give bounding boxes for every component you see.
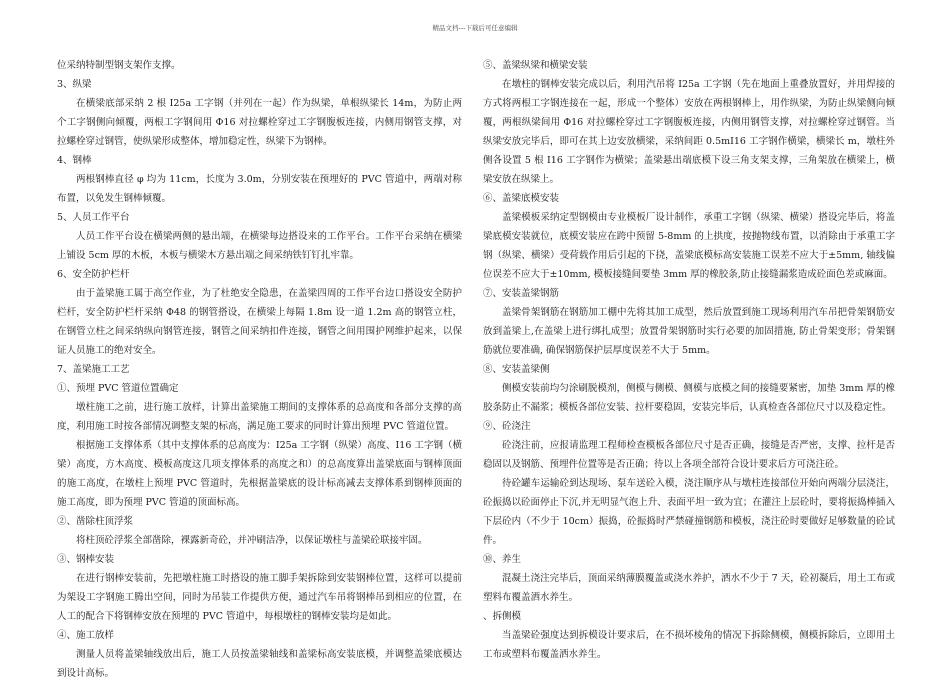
section-heading: ③、钢棒安装: [57, 554, 115, 565]
paragraph: 当盖梁砼强度达到拆模设计要求后，在不损坏棱角的情况下拆除侧模，侧模拆除后，立即用土工布或塑料布覆盖洒水养生。: [483, 630, 895, 660]
section-heading: ①、预埋 PVC 管道位置确定: [57, 383, 179, 394]
section-heading: 位采纳特制型钢支架作支撑。: [57, 60, 181, 71]
section-heading: 6、安全防护栏杆: [57, 269, 130, 280]
section-heading: 、拆侧模: [483, 611, 522, 622]
paragraph: 混凝土浇注完毕后，顶面采纳薄膜覆盖或浇水养护，洒水不少于 7 天，砼初凝后，用土工布或塑料布覆盖洒水养生。: [483, 573, 895, 603]
paragraph: 人员工作平台设在横梁两侧的悬出端，在横梁每边搭设来的工作平台。工作平台采纳在横梁上铺设 5cm 厚的木板，木板与横梁木方悬出端之间采纳铁钉钉扎牢靠。: [57, 231, 462, 261]
section-heading: 7、盖梁施工工艺: [57, 364, 130, 375]
section-heading: ④、施工放样: [57, 630, 115, 641]
paragraph: 测量人员将盖梁轴线放出后，施工人员按盖梁轴线和盖梁标高安装底模，并调整盖梁底模达到设计高标。: [57, 649, 462, 679]
paragraph: 盖梁模板采纳定型钢模由专业模板厂设计制作，承重工字钢（纵梁、横梁）搭设完毕后，将盖梁底模安装就位，底模安装应在跨中预留 5-8mm 的上拱度，按抛物线布置，以消除由于承重工字钢（纵梁、横梁）受荷载作用后引起的下挠，盖梁底模标高安装施工误差不应大于±5mm, 轴线偏位误差不应大于±10mm, 模板接缝间要垫 3mm 厚的橡胶条,防止接缝漏浆造成砼面色差或麻面。: [483, 212, 895, 280]
paragraph: 待砼罐车运输砼到达现场、泵车送砼入模，浇注顺序从与墩柱连接部位开始向两端分层浇注，砼振捣以砼面停止下沉,并无明显气泡上升、表面平坦一致为宜；在灌注上层砼时，要将振捣棒插入下层砼内（不少于 10cm）振捣，砼振捣时严禁碰撞钢筋和模板，浇注砼时要做好足够数量的砼试件。: [483, 478, 895, 546]
left-column: [57, 56, 462, 683]
paragraph: 两根钢棒直径 φ 均为 11cm，长度为 3.0m，分别安装在预埋好的 PVC 管道中，两端对称布置，以免发生钢棒倾覆。: [57, 174, 462, 204]
paragraph: 在横梁底部采纳 2 根 I25a 工字钢（并列在一起）作为纵梁，单根纵梁长 14m，为防止两个工字钢侧向倾覆，两根工字钢间用 Φ16 对拉螺栓穿过工字钢腹板连接，内侧用钢管支撑，对拉螺栓穿过钢管，使纵梁形成整体，增加稳定性，纵梁下为钢棒。: [57, 98, 462, 147]
paragraph: 将柱顶砼浮浆全部凿除，裸露新奇砼，并冲刷洁净，以保证墩柱与盖梁砼联接牢固。: [76, 535, 428, 546]
section-heading: 4、钢棒: [57, 155, 92, 166]
section-heading: 5、人员工作平台: [57, 212, 130, 223]
section-heading: ⑦、安装盖梁钢筋: [483, 288, 560, 299]
paragraph: 根据施工支撑体系（其中支撑体系的总高度为：I25a 工字钢（纵梁）高度、I16 工字钢（横梁）高度，方木高度、模板高度这几项支撑体系的高度之和）的总高度算出盖梁底面与钢棒顶面的施工高度，在墩柱上预埋 PVC 管道时，先根据盖梁底的设计标高减去支撑体系到钢棒顶面的施工高度，即为预埋 PVC 管道的顶面标高。: [57, 440, 462, 508]
section-heading: ⑩、养生: [483, 554, 522, 565]
section-heading: ⑤、盖梁纵梁和横梁安装: [483, 60, 588, 71]
paragraph: 在墩柱的钢棒安装完成以后，利用汽吊将 I25a 工字钢（先在地面上重叠放置好，并用焊接的方式将两根工字钢连接在一起，形成一个整体）安放在两根钢棒上，用作纵梁，为防止纵梁侧向倾覆，两根纵梁间用 Φ16 对拉螺栓穿过工字钢腹板连接，内侧用钢管支撑，对拉螺栓穿过钢管。当纵梁安放完毕后，即可在其上边安放横梁，采纳间距 0.5mI16 工字钢作横梁，横梁长 m，墩柱外侧各设置 5 根 I16 工字钢作为横梁；盖梁悬出端底模下设三角支架支撑，三角架放在横梁上，横梁安放在纵梁上。: [483, 79, 895, 185]
section-heading: ⑨、砼浇注: [483, 421, 531, 432]
section-heading: 3、纵梁: [57, 79, 92, 90]
paragraph: 盖梁骨架钢筋在钢筋加工棚中先将其加工成型，然后放置到施工现场利用汽车吊把骨架钢筋安放到盖梁上,在盖梁上进行绑扎成型；放置骨架钢筋时实行必要的加固措施, 防止骨架变形；骨架钢筋就位要准确, 确保钢筋保护层厚度误差不大于 5mm。: [483, 307, 895, 356]
right-column: [483, 56, 895, 664]
page-header: 精品文档---下载后可任意编辑: [432, 24, 518, 32]
paragraph: 侧模安装前均匀涂刷脱模剂，侧模与侧模、侧模与底模之间的接缝要紧密，加垫 3mm 厚的橡胶条防止不漏浆；模板各部位安装、拉杆要稳固，安装完毕后，认真检查各部位尺寸以及稳定性。: [483, 383, 895, 413]
section-heading: ⑧、安装盖梁侧: [483, 364, 550, 375]
paragraph: 在进行钢棒安装前，先把墩柱施工时搭设的施工脚手架拆除到安装钢棒位置，这样可以提前为架设工字钢施工腾出空间，同时为吊装工作提供方便，通过汽车吊将钢棒吊到相应的位置，在人工的配合下将钢棒安放在预埋的 PVC 管道中，每根墩柱的钢棒安装均是如此。: [57, 573, 462, 622]
section-heading: ⑥、盖梁底模安装: [483, 193, 560, 204]
paragraph: 由于盖梁施工属于高空作业，为了杜绝安全隐患，在盖梁四周的工作平台边口搭设安全防护栏杆，安全防护栏杆采纳 Φ48 的钢管搭设，在横梁上每隔 1.8m 设一道 1.2m 高的钢管立柱，在钢管立柱之间采纳纵向钢管连接，钢管之间采纳扣件连接，钢管之间用围护网维护起来，以保证人员施工的绝对安全。: [57, 288, 462, 356]
paragraph: 砼浇注前，应报请监理工程师检查模板各部位尺寸是否正确，接缝是否严密，支撑、拉杆是否稳固以及钢筋、预埋件位置等是否正确；待以上各项全部符合设计要求后方可浇注砼。: [483, 440, 895, 470]
section-heading: ②、凿除柱顶浮浆: [57, 516, 134, 527]
paragraph: 墩柱施工之前，进行施工放样，计算出盖梁施工期间的支撑体系的总高度和各部分支撑的高度，利用施工时按各部情况调整支架的标高，满足施工要求的同时计算出预埋 PVC 管道位置。: [57, 402, 462, 432]
